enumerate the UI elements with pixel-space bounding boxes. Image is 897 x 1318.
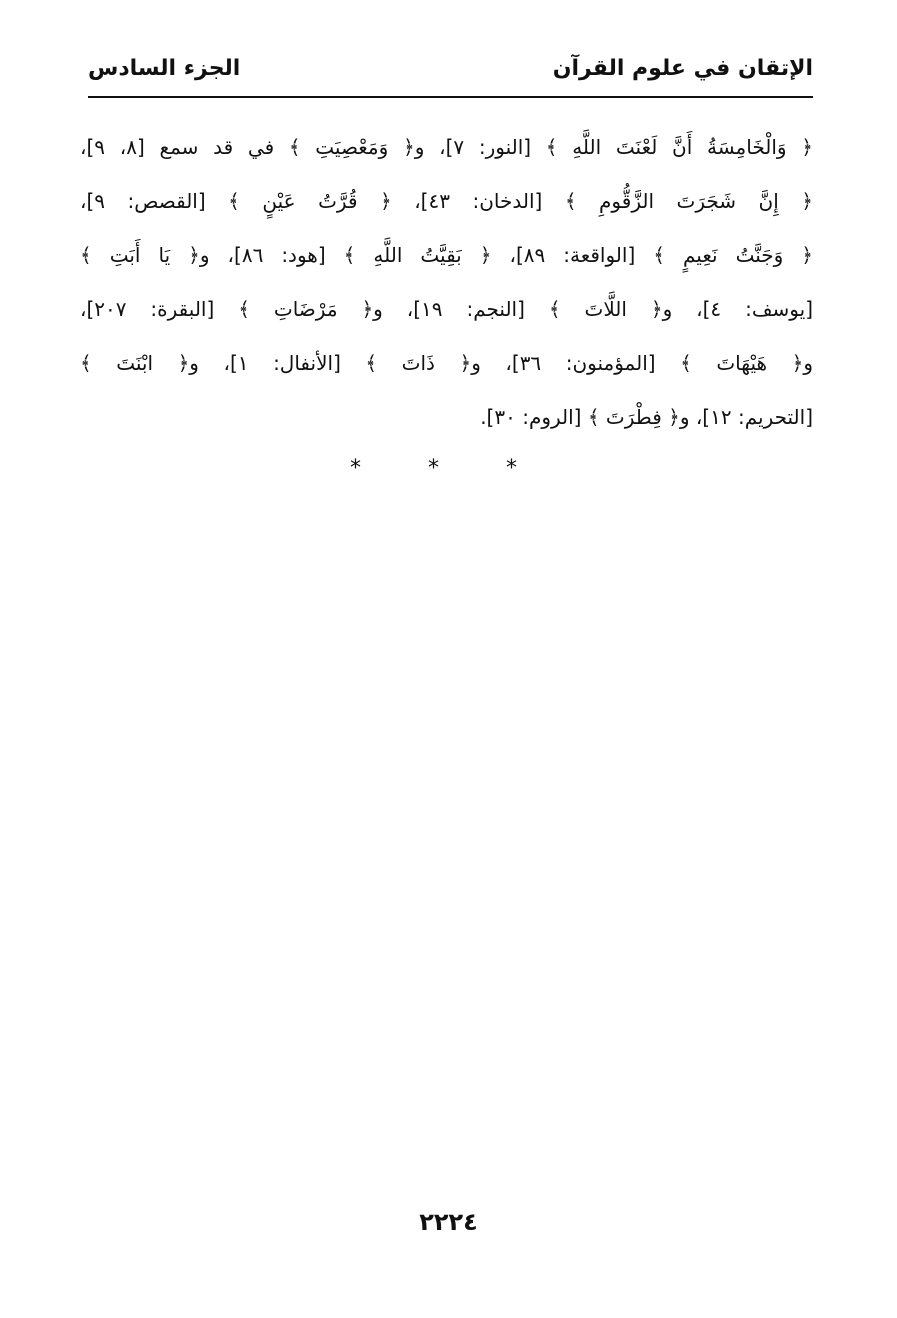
page-number: ٢٢٢٤ bbox=[419, 1208, 478, 1236]
part-title: الجزء السادس bbox=[88, 56, 241, 81]
page-header bbox=[88, 52, 813, 98]
section-separator: * * * bbox=[350, 456, 547, 481]
text-line: ﴿ وَالْخَامِسَةُ أَنَّ لَعْنَتَ اللَّهِ ﴾ [النور: ٧]، و﴿ وَمَعْصِيَتِ ﴾ في قد سمع [٨، ٩]، bbox=[80, 135, 813, 159]
text-line: [يوسف: ٤]، و﴿ اللَّاتَ ﴾ [النجم: ١٩]، و﴿ مَرْضَاتِ ﴾ [البقرة: ٢٠٧]، bbox=[80, 297, 813, 321]
text-line: [التحريم: ١٢]، و﴿ فِطْرَتَ ﴾ [الروم: ٣٠]. bbox=[480, 405, 813, 429]
body-text bbox=[80, 120, 813, 444]
text-line: ﴿ وَجَنَّتُ نَعِيمٍ ﴾ [الواقعة: ٨٩]، ﴿ بَقِيَّتُ اللَّهِ ﴾ [هود: ٨٦]، و﴿ يَا أَبَتِ ﴾ bbox=[80, 243, 813, 267]
text-line: ﴿ إِنَّ شَجَرَتَ الزَّقُّومِ ﴾ [الدخان: ٤٣]، ﴿ قُرَّتُ عَيْنٍ ﴾ [القصص: ٩]، bbox=[80, 189, 813, 213]
text-line: و﴿ هَيْهَاتَ ﴾ [المؤمنون: ٣٦]، و﴿ ذَاتَ ﴾ [الأنفال: ١]، و﴿ ابْنَتَ ﴾ bbox=[80, 351, 813, 375]
book-title: الإتقان في علوم القرآن bbox=[552, 56, 813, 81]
